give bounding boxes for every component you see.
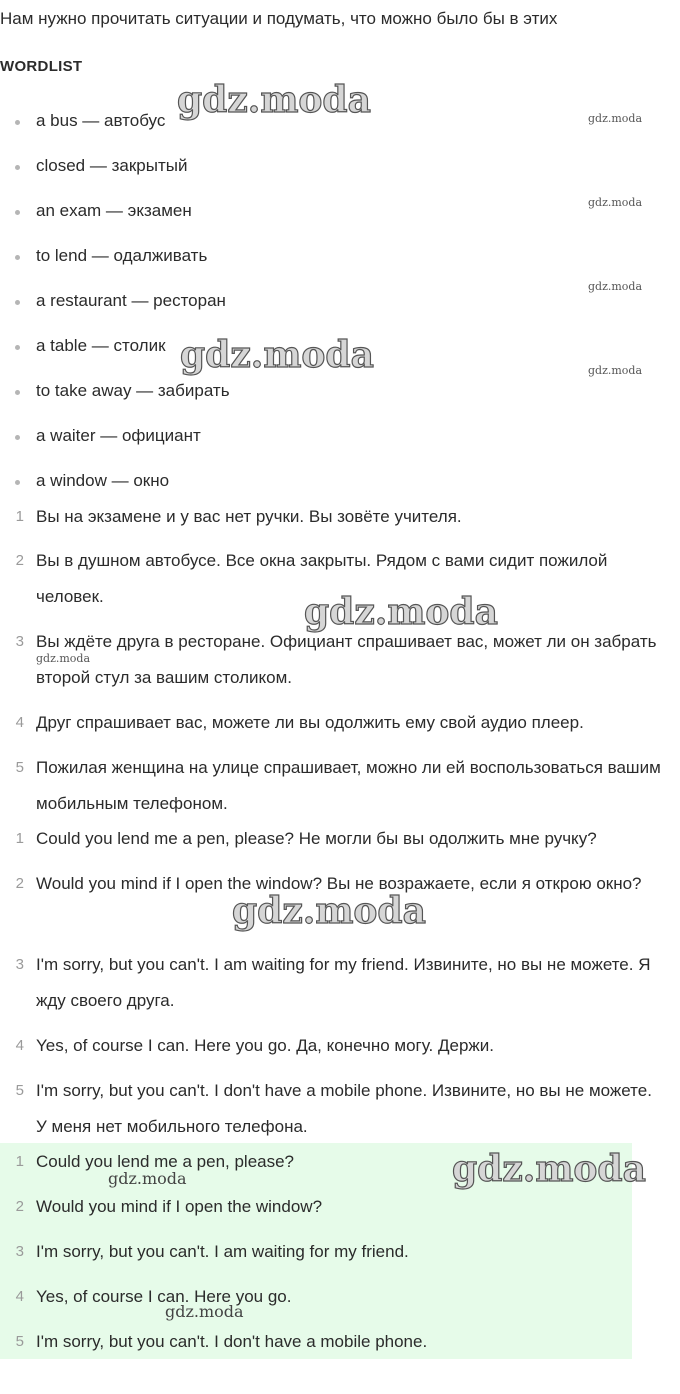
watermark: gdz.moda — [452, 1148, 646, 1190]
answer-number: 4 — [15, 1288, 24, 1305]
translation-text: I'm sorry, but you can't. I am waiting for my friend. Извините, но вы не можете. Я жду своего друга. — [36, 955, 651, 1010]
situation-text: Друг спрашивает вас, можете ли вы одолжить ему свой аудио плеер. — [36, 713, 584, 732]
bullet-icon — [15, 345, 20, 350]
watermark: gdz.moda — [588, 364, 643, 377]
answer-number: 3 — [15, 1243, 24, 1260]
bullet-icon — [15, 255, 20, 260]
translation-number: 1 — [15, 830, 24, 847]
bullet-icon — [15, 390, 20, 395]
situation-number: 4 — [15, 714, 24, 731]
situation-number: 3 — [15, 633, 24, 650]
situation-text: Пожилая женщина на улице спрашивает, можно ли ей воспользоваться вашим мобильным телефоном. — [36, 758, 661, 813]
answer-text: I'm sorry, but you can't. I don't have a mobile phone. — [36, 1332, 428, 1351]
answer-text: Yes, of course I can. Here you go. — [36, 1287, 292, 1306]
bullet-icon — [15, 435, 20, 440]
translation-number: 5 — [15, 1082, 24, 1099]
bullet-icon — [15, 480, 20, 485]
situation-number: 1 — [15, 508, 24, 525]
watermark: gdz.moda — [180, 334, 374, 376]
bullet-icon — [15, 165, 20, 170]
situation-text: Вы ждёте друга в ресторане. Официант спрашивает вас, может ли он забрать второй стул за вашим столиком. — [36, 632, 657, 687]
answer-number: 5 — [15, 1333, 24, 1350]
situation-text: Вы на экзамене и у вас нет ручки. Вы зовёте учителя. — [36, 507, 462, 526]
watermark: gdz.moda — [177, 79, 371, 121]
translation-text: Would you mind if I open the window? Вы не возражаете, если я открою окно? — [36, 874, 642, 893]
answer-text: I'm sorry, but you can't. I am waiting for my friend. — [36, 1242, 409, 1261]
watermark: gdz.moda — [304, 591, 498, 633]
situation-number: 2 — [15, 552, 24, 569]
watermark: gdz.moda — [108, 1169, 187, 1188]
watermark: gdz.moda — [588, 280, 643, 293]
watermark: gdz.moda — [588, 112, 643, 125]
answer-text: Would you mind if I open the window? — [36, 1197, 323, 1216]
translation-text: Could you lend me a pen, please? Не могли бы вы одолжить мне ручку? — [36, 829, 597, 848]
situation-text: Вы в душном автобусе. Все окна закрыты. Рядом с вами сидит пожилой человек. — [36, 551, 608, 606]
watermark: gdz.moda — [588, 196, 643, 209]
wordlist-heading: WORDLIST — [0, 58, 83, 75]
bullet-icon — [15, 300, 20, 305]
answer-text: Could you lend me a pen, please? — [36, 1152, 295, 1171]
watermark: gdz.moda — [165, 1302, 244, 1321]
bullet-icon — [15, 210, 20, 215]
intro-text: Нам нужно прочитать ситуации и подумать, что можно было бы в этих — [0, 9, 558, 28]
translation-number: 4 — [15, 1037, 24, 1054]
watermark: gdz.moda — [232, 890, 426, 932]
watermark: gdz.moda — [36, 652, 91, 665]
translation-number: 3 — [15, 956, 24, 973]
answer-number: 2 — [15, 1198, 24, 1215]
translation-number: 2 — [15, 875, 24, 892]
translation-text: Yes, of course I can. Here you go. Да, конечно могу. Держи. — [36, 1036, 494, 1055]
situation-number: 5 — [15, 759, 24, 776]
translation-text: I'm sorry, but you can't. I don't have a mobile phone. Извините, но вы не можете. У меня нет мобильного телефона. — [36, 1081, 652, 1136]
bullet-icon — [15, 120, 20, 125]
answer-number: 1 — [15, 1153, 24, 1170]
